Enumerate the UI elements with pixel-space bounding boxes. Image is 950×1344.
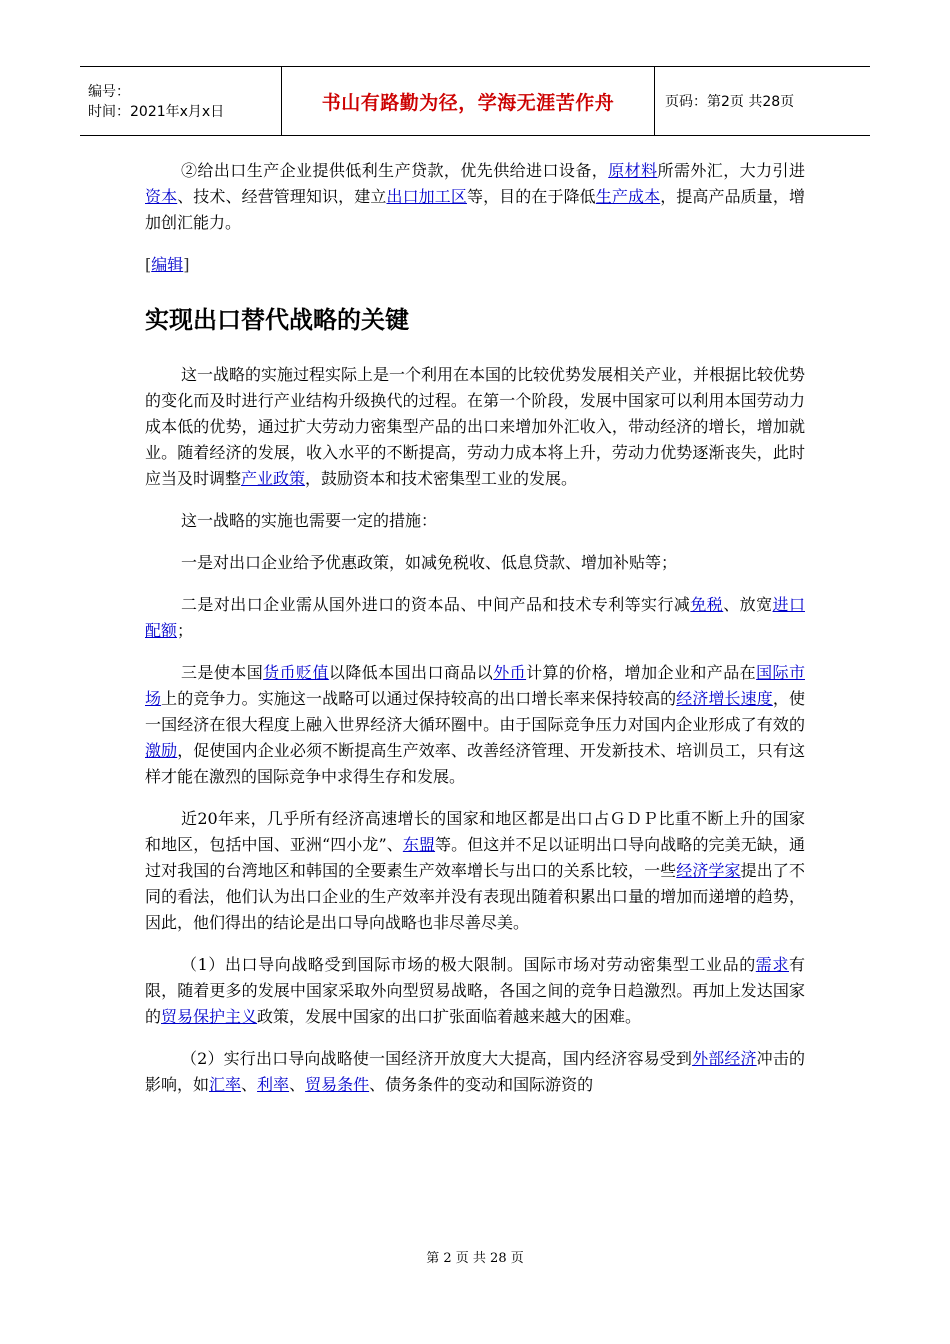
text: 所需外汇，大力引进 [657, 161, 805, 180]
link-import-quota[interactable]: 进口配额 [145, 595, 805, 640]
bracket-close: ] [183, 255, 190, 274]
text: 等，目的在于降低 [466, 187, 596, 206]
text: 、 [241, 1075, 258, 1094]
link-industrial-policy[interactable]: 产业政策 [241, 469, 306, 488]
text: （2）实行出口导向战略使一国经济开放度大大提高，国内经济容易受到 [181, 1049, 693, 1068]
text: 、放宽 [723, 595, 773, 614]
edit-link[interactable]: 编辑 [151, 255, 184, 274]
text: 提出了不同的看法，他们认为出口企业的生产效率并没有表现出随着积累出口量的增加而递增的趋势，因此，他们得出的结论是出口导向战略也非尽善尽美。 [145, 861, 805, 932]
link-tax-exemption[interactable]: 免税 [690, 595, 724, 614]
text: 计算的价格，增加企业和产品在 [526, 663, 757, 682]
link-economic-growth-rate[interactable]: 经济增长速度 [676, 689, 773, 708]
page-header [80, 66, 870, 136]
text: 上的竞争力。实施这一战略可以通过保持较高的出口增长率来保持较高的 [161, 689, 677, 708]
paragraph-strategy-process [145, 362, 805, 492]
header-page-cell [655, 67, 870, 135]
text: ，提高产品质量，增加创汇能力。 [145, 187, 805, 232]
text: 三是使本国 [181, 663, 264, 682]
paragraph-measures-intro: 这一战略的实施也需要一定的措施： [181, 511, 438, 530]
document-number-label: 编号： [88, 84, 130, 100]
link-raw-materials[interactable]: 原材料 [608, 161, 658, 180]
link-incentive[interactable]: 激励 [145, 741, 178, 760]
text: 近20年来，几乎所有经济高速增长的国家和地区都是出口占ＧＤＰ比重不断上升的国家和地区，包括中国、亚洲“四小龙”、 [145, 809, 805, 854]
link-export-processing-zone[interactable]: 出口加工区 [386, 187, 467, 206]
link-asean[interactable]: 东盟 [402, 835, 436, 854]
text: ，鼓励资本和技术密集型工业的发展。 [305, 469, 578, 488]
link-external-economy[interactable]: 外部经济 [692, 1049, 757, 1068]
link-demand[interactable]: 需求 [755, 955, 789, 974]
text: 等。但这并不足以证明出口导向战略的完美无缺，通过对我国的台湾地区和韩国的全要素生产效率增长与出口的关系比较，一些 [145, 835, 805, 880]
header-page-info: 页码：第2页 共28页 [665, 94, 795, 110]
text: ②给出口生产企业提供低利生产贷款，优先供给进口设备， [181, 161, 609, 180]
link-economists[interactable]: 经济学家 [676, 861, 741, 880]
paragraph-measure-two [145, 592, 805, 644]
document-time-label: 时间：2021年x月x日 [88, 104, 225, 120]
text: ，使一国经济在很大程度上融入世界经济大循环圈中。由于国际竞争压力对国内企业形成了有效的 [145, 689, 805, 734]
text: 有限，随着更多的发展中国家采取外向型贸易战略，各国之间的竞争日趋激烈。再加上发达国家的 [145, 955, 805, 1026]
text: 以降低本国出口商品以 [328, 663, 494, 682]
link-exchange-rate[interactable]: 汇率 [209, 1075, 242, 1094]
paragraph-limitation-two [145, 1046, 805, 1098]
paragraph-preferential-loans [145, 158, 805, 236]
paragraph-recent-20-years [145, 806, 805, 936]
link-terms-of-trade[interactable]: 贸易条件 [305, 1075, 370, 1094]
link-interest-rate[interactable]: 利率 [257, 1075, 290, 1094]
document-body [145, 158, 805, 1114]
page-footer: 第 2 页 共 28 页 [426, 1251, 524, 1266]
edit-section [145, 252, 805, 278]
paragraph-measure-three [145, 660, 805, 790]
link-international-market[interactable]: 国际市场 [145, 663, 805, 708]
text: ，促使国内企业必须不断提高生产效率、改善经济管理、开发新技术、培训员工，只有这样才能在激烈的国际竞争中求得生存和发展。 [145, 741, 805, 786]
header-motto: 书山有路勤为径，学海无涯苦作舟 [321, 91, 615, 114]
text: ； [177, 621, 194, 640]
link-foreign-currency[interactable]: 外币 [493, 663, 527, 682]
text: （1）出口导向战略受到国际市场的极大限制。国际市场对劳动密集型工业品的 [181, 955, 756, 974]
text: 这一战略的实施过程实际上是一个利用在本国的比较优势发展相关产业，并根据比较优势的变化而及时进行产业结构升级换代的过程。在第一个阶段，发展中国家可以利用本国劳动力成本低的优势，通过扩大劳动力密集型产品的出口来增加外汇收入，带动经济的增长，增加就业。随着经济的发展，收入水平的不断提高，劳动力成本将上升，劳动力优势逐渐丧失，此时应当及时调整 [145, 365, 806, 488]
header-meta [80, 67, 282, 135]
paragraph-measure-one: 一是对出口企业给予优惠政策，如减免税收、低息贷款、增加补贴等； [181, 553, 678, 572]
text: 冲击的影响，如 [145, 1049, 805, 1094]
text: 、技术、经营管理知识，建立 [177, 187, 387, 206]
bracket-open: [ [145, 255, 152, 274]
text: 政策，发展中国家的出口扩张面临着越来越大的困难。 [257, 1007, 642, 1026]
link-production-cost[interactable]: 生产成本 [595, 187, 661, 206]
text: 、 [289, 1075, 306, 1094]
link-capital[interactable]: 资本 [145, 187, 178, 206]
paragraph-limitation-one [145, 952, 805, 1030]
header-motto-cell [282, 67, 655, 135]
link-currency-devaluation[interactable]: 货币贬值 [263, 663, 329, 682]
section-heading: 实现出口替代战略的关键 [145, 306, 409, 334]
text: 二是对出口企业需从国外进口的资本品、中间产品和技术专利等实行减 [181, 595, 691, 614]
link-trade-protectionism[interactable]: 贸易保护主义 [161, 1007, 258, 1026]
text: 、债务条件的变动和国际游资的 [369, 1075, 594, 1094]
